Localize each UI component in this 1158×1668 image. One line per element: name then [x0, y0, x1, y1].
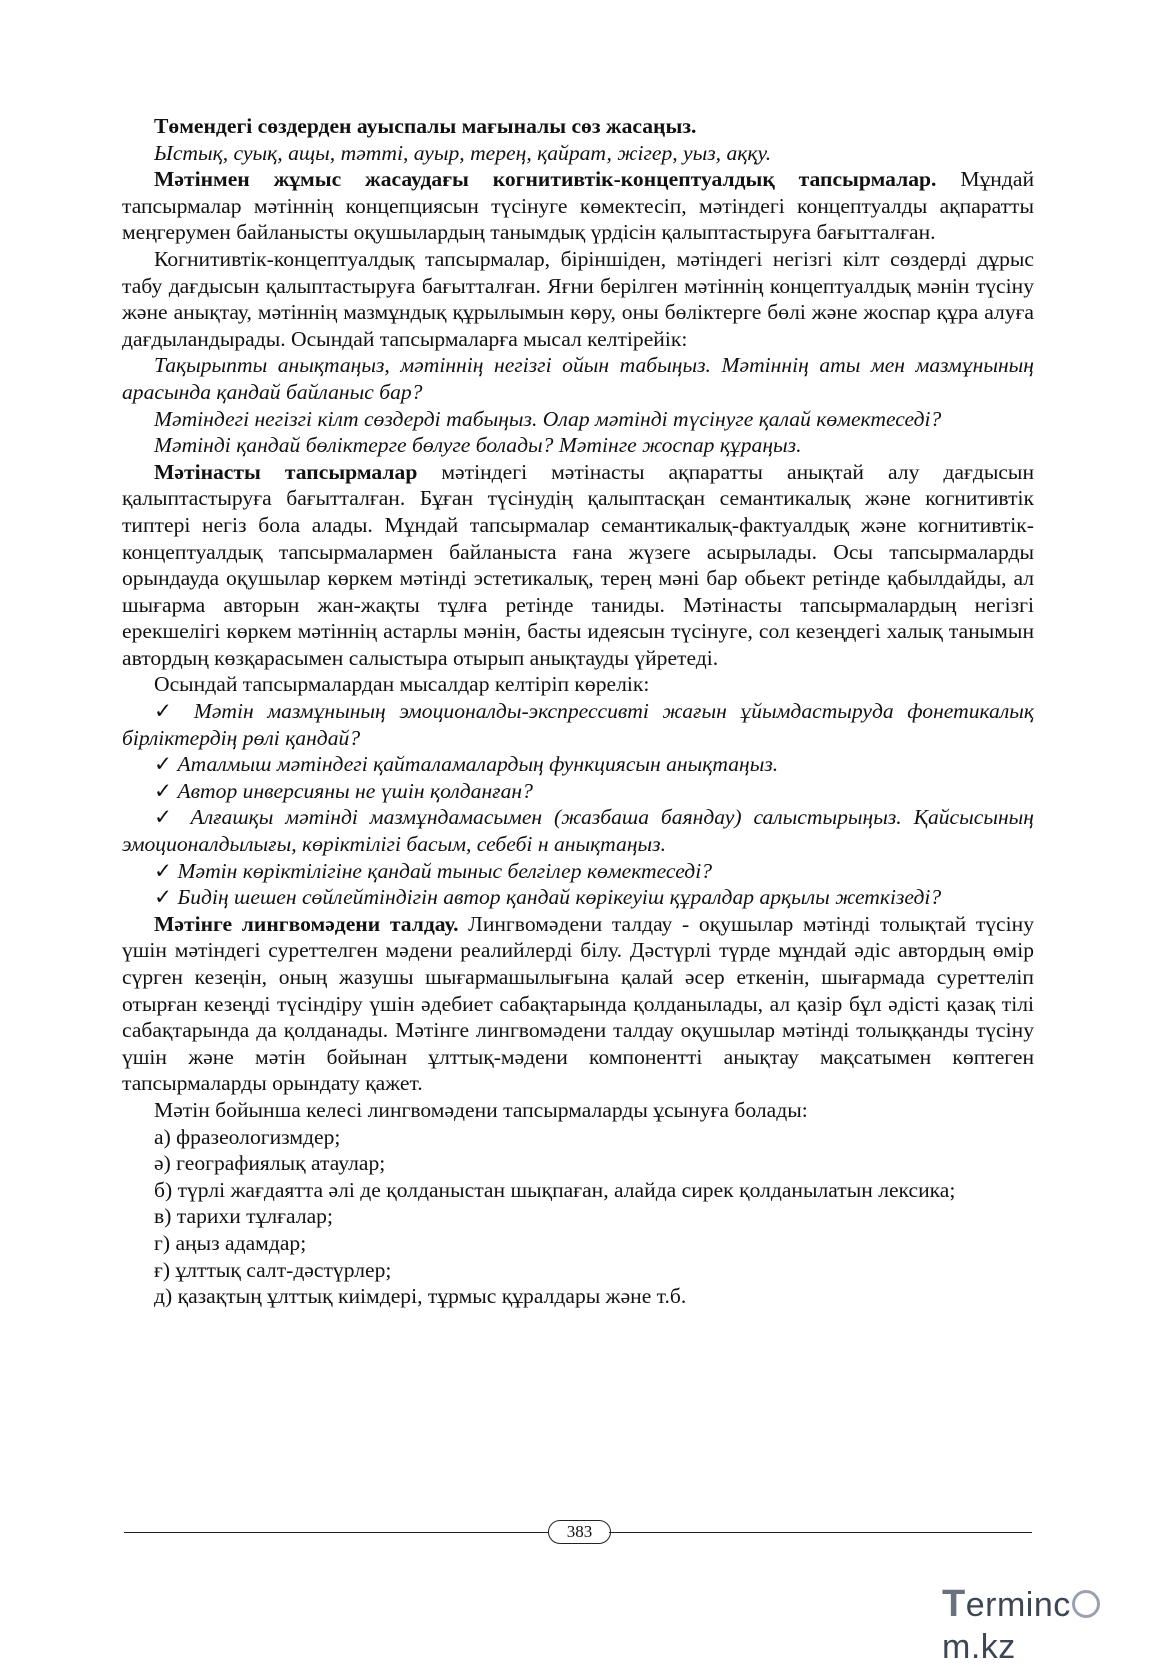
checkmark-icon: ✓	[154, 778, 173, 803]
list-item	[122, 1177, 1034, 1204]
checklist-item	[122, 858, 1034, 885]
list-item	[122, 1124, 1034, 1151]
checkmark-icon: ✓	[154, 858, 173, 883]
italic-text: Мәтін мазмұнының эмоционалды-экспрессивті жағын ұйымдастыруда фонетикалық бірліктердің рөлі қандай?	[122, 699, 1034, 750]
body-text: Лингвомәдени талдау - оқушылар мәтінді толықтай түсіну үшін мәтіндегі суреттелген мәдени реалийлерді білу. Дәстүрлі түрде мұндай әдіс автордың өмір сүрген кезеңін, оның жазушы шығармашылығына қалай әсер еткенін, шығармада суреттеліп отырған кезеңді түсіндіру үшін әдебиет сабақтарында қолданылады, ал қазір бұл әдісті қазақ тілі сабақтарында да қолданады. Мәтінге лингвомәдени талдау оқушылар мәтінді толыққанды түсіну үшін және мәтін бойынан ұлттық-мәдени компонентті анықтау мақсатымен көптеген тапсырмаларды орындату қажет.	[122, 911, 1034, 1096]
bold-heading: Төмендегі сөздерден ауыспалы мағыналы сөз жасаңыз.	[154, 114, 697, 138]
italic-text: Автор инверсияны не үшін қолданған?	[172, 778, 533, 803]
italic-text: Тақырыпты анықтаңыз, мәтіннің негізгі ойын табыңыз. Мәтіннің аты мен мазмұнының арасында қандай байланыс бар?	[122, 353, 1034, 404]
paragraph-example-3	[122, 432, 1034, 459]
italic-text: Аталмыш мәтіндегі қайталамалардың функциясын анықтаңыз.	[172, 752, 779, 777]
watermark-logo	[942, 1583, 1147, 1666]
body-text: Осындай тапсырмалардан мысалдар келтіріп көрелік:	[154, 672, 650, 697]
paragraph-cognitive-detail	[122, 246, 1034, 352]
paragraph-list-intro	[122, 1097, 1034, 1124]
body-text: д) қазақтың ұлттық киімдері, тұрмыс құралдары және т.б.	[154, 1284, 687, 1309]
footer-divider-right	[609, 1532, 1032, 1533]
paragraph-example-2	[122, 406, 1034, 433]
page-number: 383	[548, 1520, 611, 1544]
paragraph-task-heading	[122, 113, 1034, 140]
checklist-item	[122, 804, 1034, 857]
page-body	[122, 113, 1034, 1310]
checklist-item	[122, 778, 1034, 805]
list-item	[122, 1257, 1034, 1284]
paragraph-linguocultural	[122, 911, 1034, 1097]
checkmark-icon: ✓	[154, 805, 179, 830]
body-text: а) фразеологизмдер;	[154, 1124, 341, 1149]
paragraph-subtext	[122, 459, 1034, 672]
watermark-text: erminc	[965, 1586, 1071, 1624]
checklist-item	[122, 751, 1034, 778]
paragraph-examples-intro	[122, 671, 1034, 698]
list-item	[122, 1150, 1034, 1177]
body-text: Мәтін бойынша келесі лингвомәдени тапсырмаларды ұсынуға болады:	[154, 1097, 808, 1122]
body-text: Когнитивтік-концептуалдық тапсырмалар, біріншіден, мәтіндегі негізгі кілт сөздерді дұрыс табу дағдысын қалыптастыруға бағытталған. Яғни берілген мәтіннің концептуалдық мәнін түсіну және анықтау, мәтіннің мазмұндық құрылымын көру, оны бөліктерге бөлі және жоспар құра алуға дағдыландырады. Осындай тапсырмаларға мысал келтірейік:	[122, 246, 1034, 351]
body-text: Мұндай тапсырмалар мәтіннің концепциясын түсінуге көмектесіп, мәтіндегі концептуалды ақпаратты меңгерумен байланысты оқушылардың танымдық үрдісін қалыптастыруға бағытталған.	[122, 167, 1034, 245]
footer-divider-left	[124, 1532, 548, 1533]
paragraph-example-1	[122, 352, 1034, 405]
body-text: г) аңыз адамдар;	[154, 1230, 307, 1255]
italic-text: Мәтін көріктілігіне қандай тыныс белгілер көмектеседі?	[172, 858, 712, 883]
body-text: мәтіндегі мәтінасты ақпаратты анықтай алу дағдысын қалыптастыруға бағытталған. Бұған түсінудің қалыптасқан семантикалық және когнитивтік типтері негіз бола алады. Мұндай тапсырмалар семантикалық-фактуалдық және когнитивтік-концептуалдық тапсырмалармен байланыста ғана жүзеге асырылады. Осы тапсырмаларды орындауда оқушылар көркем мәтінді эстетикалық, терең мәні бар обьект ретінде қабылдайды, ал шығарма авторын жан-жақты тұлға ретінде таниды. Мәтінасты тапсырмалардың негізгі ерекшелігі көркем мәтіннің астарлы мәнін, басты идеясын түсінуге, сол кезеңдегі халық танымын автордың көзқарасымен салыстыра отырып анықтауды үйретеді.	[122, 459, 1035, 670]
list-item	[122, 1203, 1034, 1230]
checklist-item	[122, 884, 1034, 911]
bold-heading: Мәтінасты тапсырмалар	[154, 459, 418, 484]
body-text: в) тарихи тұлғалар;	[154, 1204, 333, 1229]
watermark-letter: T	[942, 1583, 966, 1625]
italic-text: Бидің шешен сөйлейтіндігін автор қандай көрікеуіш құралдар арқылы жеткізеді?	[172, 885, 942, 910]
checkmark-icon: ✓	[154, 699, 181, 724]
bold-heading: Мәтінмен жұмыс жасаудағы когнитивтік-концептуалдық тапсырмалар.	[154, 167, 937, 192]
body-text: ә) географиялық атаулар;	[154, 1151, 386, 1176]
body-text: б) түрлі жағдаятта әлі де қолданыстан шықпаған, алайда сирек қолданылатын лексика;	[154, 1177, 956, 1202]
list-item	[122, 1283, 1034, 1310]
watermark-text: m.kz	[942, 1628, 1016, 1666]
checklist-item	[122, 698, 1034, 751]
paragraph-cognitive	[122, 166, 1034, 246]
paragraph-word-list	[122, 140, 1034, 167]
checkmark-icon: ✓	[154, 752, 173, 777]
body-text: ғ) ұлттық салт-дәстүрлер;	[154, 1257, 392, 1282]
list-item	[122, 1230, 1034, 1257]
magnifier-icon	[1072, 1590, 1100, 1618]
checkmark-icon: ✓	[154, 885, 173, 910]
italic-text: Ыстық, суық, ащы, тәтті, ауыр, терең, қайрат, жігер, уыз, аққу.	[154, 140, 772, 165]
italic-text: Алғашқы мәтінді мазмұндамасымен (жазбаша баяндау) салыстырыңыз. Қайсысының эмоционалдылығы, көріктілігі басым, себебі н анықтаңыз.	[122, 805, 1034, 857]
bold-heading: Мәтінге лингвомәдени талдау.	[154, 911, 459, 936]
italic-text: Мәтіндегі негізгі кілт сөздерді табыңыз. Олар мәтінді түсінуге қалай көмектеседі?	[154, 406, 942, 431]
italic-text: Мәтінді қандай бөліктерге бөлуге болады? Мәтінге жоспар құраңыз.	[154, 433, 802, 458]
